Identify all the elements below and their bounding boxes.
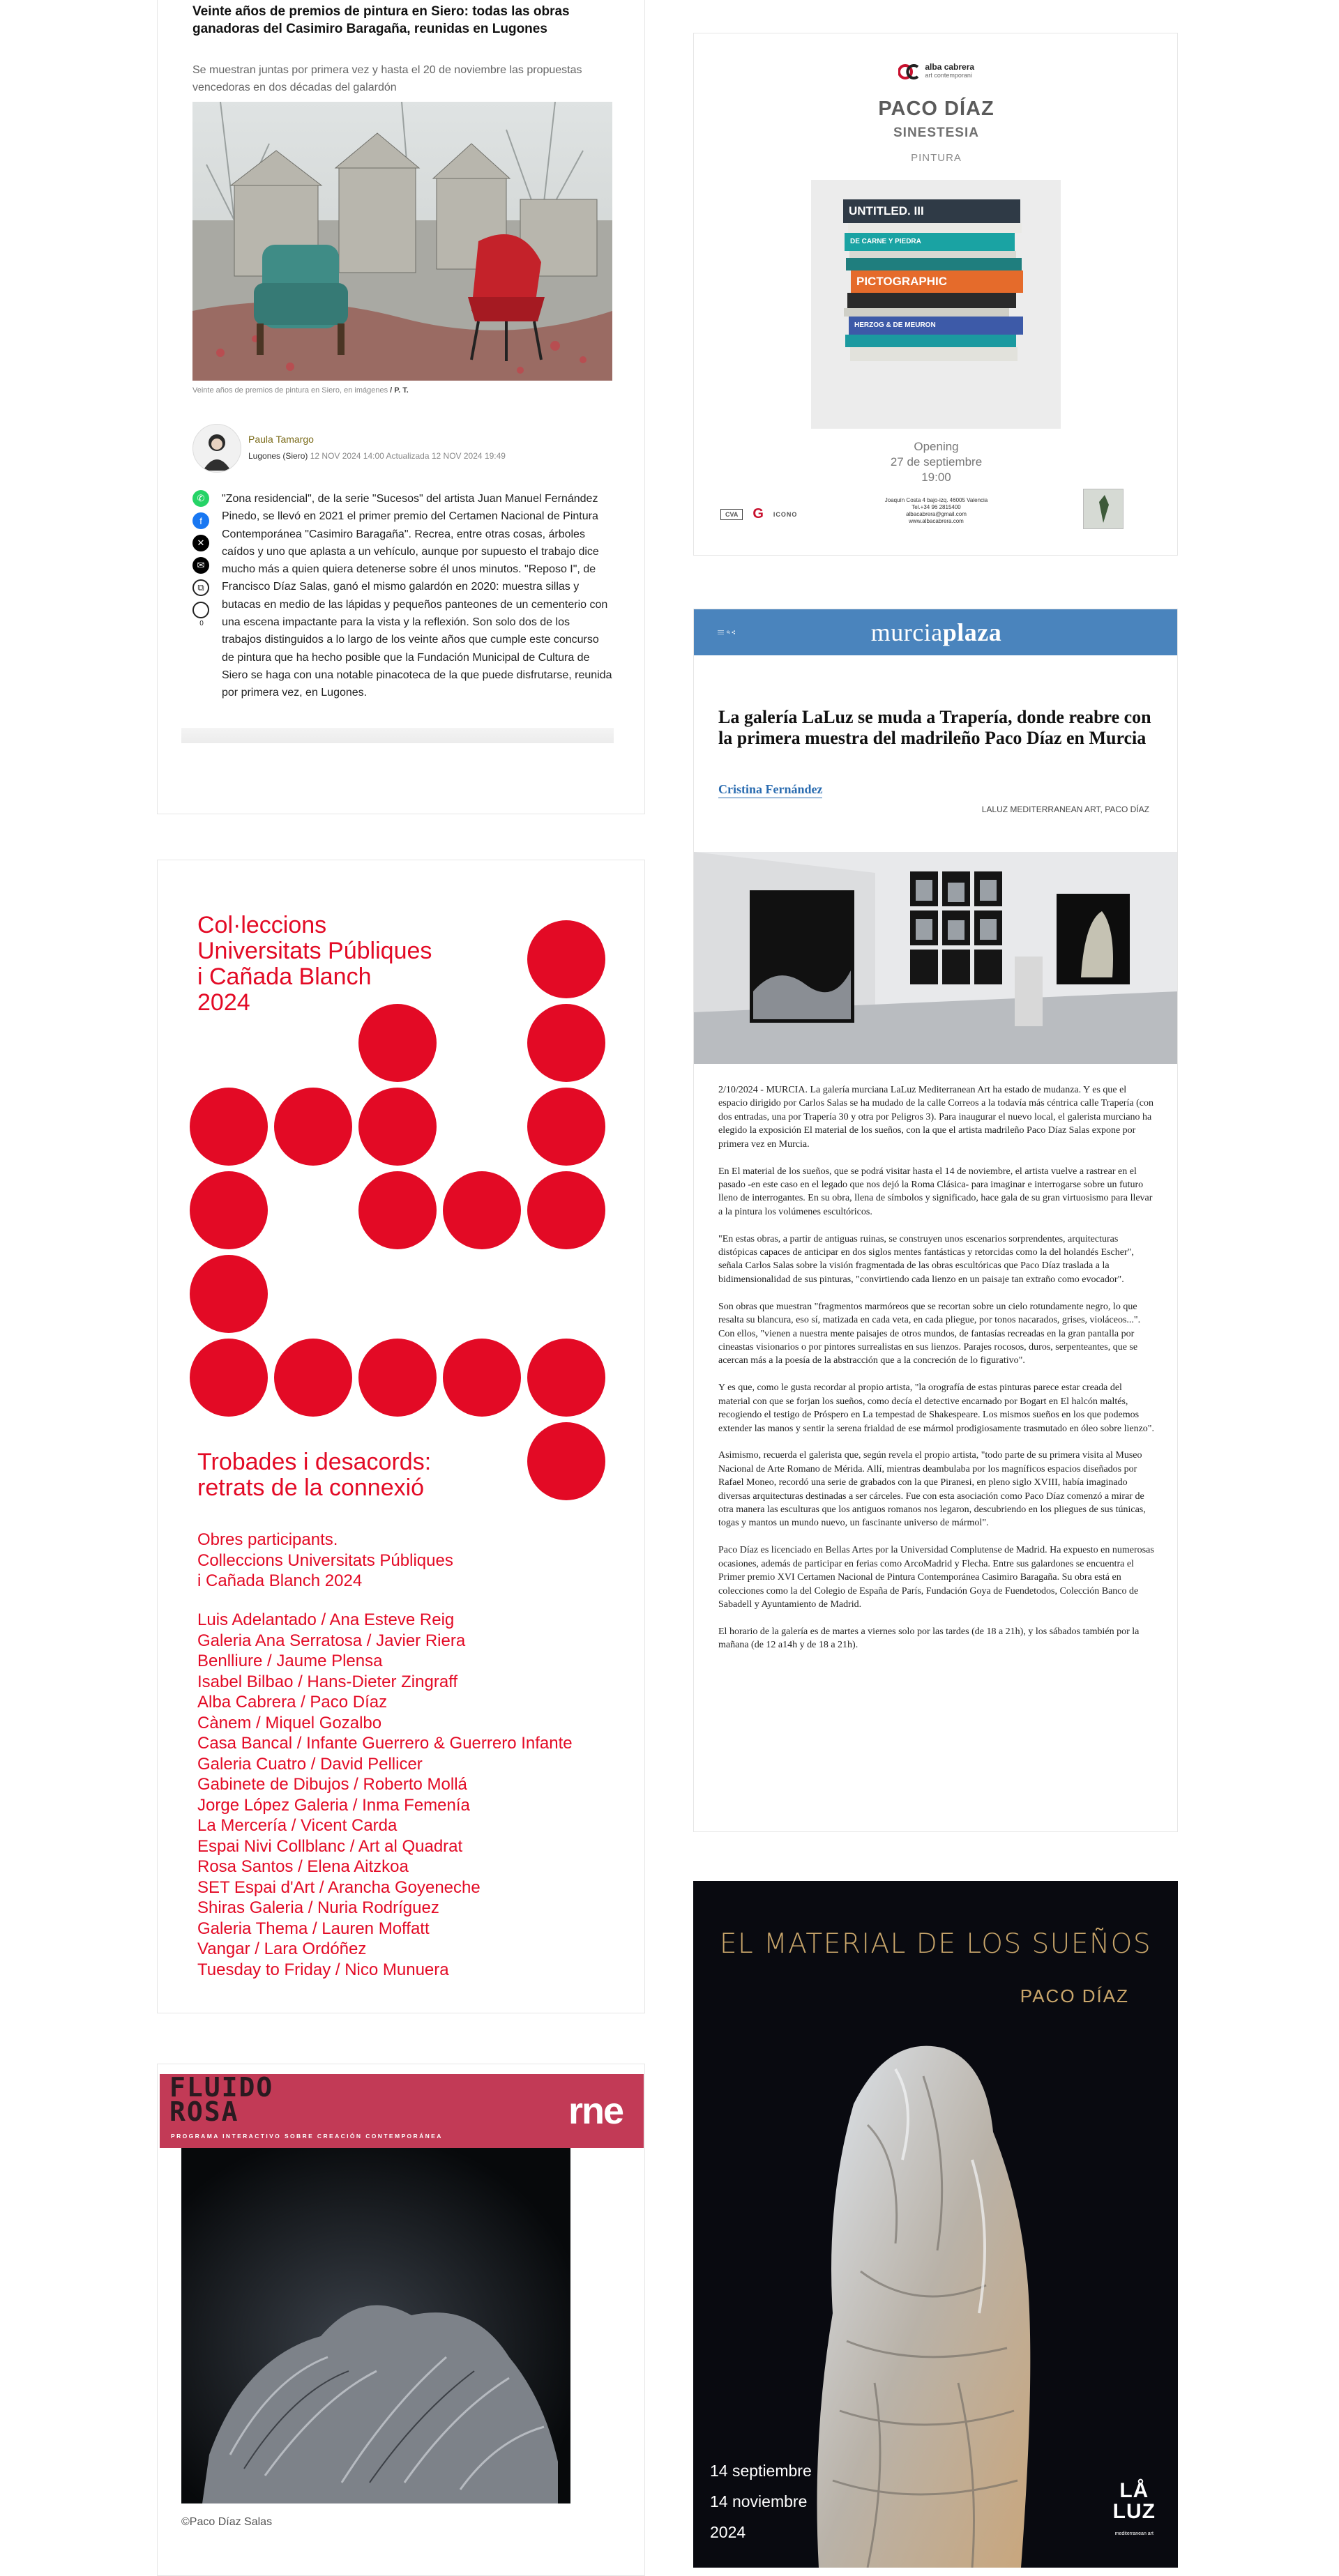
article-headline[interactable]: La galería LaLuz se muda a Trapería, donde reabre con la primera muestra del madrileño Paco Díaz en Murcia: [718, 707, 1151, 748]
murciaplaza-article-card: [693, 609, 1178, 1832]
sponsor-g: G: [752, 506, 764, 521]
participant-item: Jorge López Galeria / Inma Femenía: [197, 1795, 470, 1815]
logo-name: alba cabrera: [925, 62, 975, 72]
x-icon[interactable]: ✕: [192, 535, 209, 551]
copy-link-icon[interactable]: ⧉: [192, 579, 209, 596]
poster-medium: PINTURA: [911, 152, 962, 164]
poster-artist: PACO DÍAZ: [878, 98, 994, 120]
alba-cabrera-logo-icon: [898, 63, 919, 79]
participant-item: Galeria Thema / Lauren Moffatt: [197, 1919, 430, 1938]
material-suenos-poster-card[interactable]: [693, 1881, 1178, 2568]
email-icon[interactable]: ✉: [192, 557, 209, 574]
paragraph: En El material de los sueños, que se podrá visitar hasta el 14 de noviembre, el artista vuelve a rastrear en el pasado -en este caso en el legado que nos dejó la Roma Clásica- para imaginar e interrogarse sobre un futuro lleno de interrogantes. En su obra, llena de símbolos y significado, hace gala de su gran virtuosismo para llevar a la pintura los volúmenes escultóricos.: [718, 1166, 1153, 1217]
book-spine: [850, 347, 1018, 361]
poster-title: EL MATERIAL DE LOS SUEÑOS: [719, 1928, 1152, 1960]
article-tags[interactable]: LALUZ MEDITERRANEAN ART, PACO DÍAZ: [981, 805, 1149, 814]
paragraph: Son obras que muestran "fragmentos marmóreos que se recortan sobre un cielo rotundamente negro, lo que resalta su blancura, eso sí, matizada en cada veta, en cada pliegue, por tonos nacarados, grises, violáceos...". Con ellos, "vienen a nuestra mente paisajes de otros mundos, de fantasías recreadas en la gran pantalla por cineastas visionarios o por pintores surrealistas en sus lienzos. Parajes rocosos, duros, serpenteantes, que se acercan más a la poesía de la abstracción que a la concreción de lo figurativo".: [718, 1301, 1141, 1366]
poster-show-title: SINESTESIA: [893, 125, 979, 140]
share-bar: [192, 490, 211, 627]
paragraph: 2/10/2024 - MURCIA. La galería murciana LaLuz Mediterranean Art ha estado de mudanza. Y es que el espacio dirigido por Carlos Salas se ha mudado de la calle Correos a la todavía más céntrica calle Trapería (con dos entradas, una por Trapería 30 y otra por Peligros 3). Para inaugurar el nuevo local, el galerista murciano ha elegido la exposición El material de los sueños, con la que el artista madrileño Paco Díaz Salas expone por primera vez en Murcia.: [718, 1085, 1153, 1150]
photo-caption: Veinte años de premios de pintura en Siero, en imágenes / P. T.: [192, 386, 409, 395]
book-stack-painting: [811, 180, 1061, 429]
participant-item: Isabel Bilbao / Hans-Dieter Zingraff: [197, 1672, 458, 1691]
book-spine: HERZOG & DE MEURON: [849, 317, 1023, 335]
author-avatar[interactable]: [192, 424, 241, 473]
book-spine: [845, 335, 1016, 347]
murciaplaza-header: [694, 609, 1178, 655]
participant-item: SET Espai d'Art / Arancha Goyeneche: [197, 1877, 481, 1897]
participant-item: Tuesday to Friday / Nico Munuera: [197, 1960, 449, 1979]
murciaplaza-logo[interactable]: murciaplaza: [870, 618, 1002, 646]
participant-item: Galeria Ana Serratosa / Javier Riera: [197, 1631, 466, 1650]
article-body: [718, 1083, 1156, 1666]
participants-list: [197, 1610, 630, 1980]
book-spine: [848, 223, 1022, 233]
sinestesia-poster-card[interactable]: [693, 33, 1178, 556]
artwork-thumbnail: [1083, 489, 1124, 529]
article-body: "Zona residencial", de la serie "Sucesos" del artista Juan Manuel Fernández Pinedo, se llevó en 2021 el primer premio del Certamen Nacional de Pintura Contemporánea "Casimiro Baragaña". Recrea, entre otras cosas, árboles caídos y uno que aplasta a un vehículo, aunque por supuesto el trabajo dice mucho más a quien quiera detenerse sobre él unos minutos. "Reposo I", de Francisco Díaz Salas, ganó el mismo galardón en 2020: muestra sillas y butacas en medio de las lápidas y pequeños panteones de un cementerio con una escena impactante para la vista y la reflexión. Son solo dos de los trabajos distinguidos a lo largo de los veinte años que cumple este concurso de pintura que ha hecho posible que la Fundación Municipal de Cultura de Siero se haga con una notable pinacoteca de la que puede disfrutarse, reunida por primera vez, en Lugones.: [222, 493, 612, 699]
author-name[interactable]: Paula Tamargo: [248, 434, 314, 445]
book-spine: PICTOGRAPHIC: [851, 270, 1023, 293]
opening-time: 19:00: [921, 471, 951, 484]
gallery-interior-photo[interactable]: [694, 852, 1178, 1064]
book-spine: UNTITLED. III: [843, 199, 1020, 223]
participant-item: Espai Nivi Collblanc / Art al Quadrat: [197, 1836, 463, 1856]
gallery-image: [694, 852, 1178, 1064]
marble-sculpture-photo: [181, 2148, 570, 2503]
colleccions-title: Col·leccions Universitats Públiques i Cañada Blanch 2024: [197, 912, 432, 1016]
fluido-rosa-banner: [160, 2074, 644, 2148]
participant-item: Vangar / Lara Ordóñez: [197, 1939, 367, 1958]
paragraph: Y es que, como le gusta recordar al propio artista, "la orografía de estas pinturas parece estar creada del material con que se forjan los sueños, como decía el detective encarnado por Bogart en El halcón maltés, recogiendo el testigo de Próspero en La tempestad de Shakespeare. Los mismos sueños en los que podemos extender las manos y sentir la serena frialdad de ese mármol prodigiosamente trasmutado en óleo sobre lienzo".: [718, 1382, 1155, 1434]
book-spine: DE CARNE Y PIEDRA: [845, 233, 1015, 251]
participant-item: Shiras Galeria / Nuria Rodríguez: [197, 1898, 439, 1917]
colleccions-poster-card[interactable]: [157, 860, 645, 2013]
painting-image: [192, 102, 612, 381]
participant-item: La Mercería / Vicent Carda: [197, 1816, 398, 1835]
facebook-icon[interactable]: f: [192, 512, 209, 529]
gallery-address: Joaquín Costa 4 bajo-izq. 46005 Valencia Tel.+34 96 2815400 albacabrera@gmail.com www.albacabrera.com: [884, 497, 988, 524]
colleccions-subtitle: Trobades i desacords: retrats de la connexió: [197, 1449, 432, 1501]
siero-article-card: [157, 0, 645, 814]
book-spine: [844, 308, 1009, 317]
comment-count: 0: [199, 620, 204, 627]
participant-item: Benlliure / Jaume Plensa: [197, 1652, 383, 1670]
program-tagline: PROGRAMA INTERACTIVO SOBRE CREACIÓN CONTEMPORÁNEA: [171, 2133, 443, 2140]
opening-info: [694, 439, 1178, 485]
whatsapp-icon[interactable]: ✆: [192, 490, 209, 507]
laluz-logo: LÅ LUZ mediterranean art: [1112, 2479, 1156, 2536]
opening-date: 27 de septiembre: [890, 455, 983, 468]
scroll-fade: [181, 728, 614, 743]
article-byline[interactable]: Cristina Fernández: [718, 782, 822, 798]
opening-label: Opening: [914, 440, 959, 453]
paragraph: Paco Díaz es licenciado en Bellas Artes por la Universidad Complutense de Madrid. Ha expuesto en numerosas ocasiones, además de participar en ferias como ArcoMadrid y Flecha. Entre sus galardones se encuentra el Primer premio XVI Certamen Nacional de Pintura Contemporánea Casimiro Baragaña. Su obra está en colecciones como la del Colegio de España de París, Fundación Goya de Fuendetodos, Colección Banco de Sabadell y Ayuntamiento de Madrid.: [718, 1545, 1154, 1610]
book-spine: [849, 251, 1016, 258]
paragraph: Asimismo, recuerda el galerista que, según revela el propio artista, "todo parte de su primera visita al Museo Nacional de Arte Romano de Mérida. Allí, mientras deambulaba por los magníficos espacios diseñados por Rafael Moneo, recordó una serie de grabados con la que Piranesi, en pleno siglo XVIII, había imaginado diversas arquitecturas destinadas a ser cárceles. Fue con esta asociación como Paco Díaz comenzó a mirar de otra manera las esculturas que los antiguos romanos nos legaron, descubriendo en los pliegues de sus túnicas, togas y mantos un mundo nuevo, un fascinante universo de mármol".: [718, 1450, 1146, 1529]
poster-artist: PACO DÍAZ: [1020, 1986, 1129, 2006]
sponsor-cva: CVA: [720, 509, 743, 520]
cemetery-chairs-photo[interactable]: [192, 102, 612, 381]
participant-item: Alba Cabrera / Paco Díaz: [197, 1693, 388, 1712]
photo-credit: ©Paco Díaz Salas: [181, 2516, 273, 2528]
article-subtitle: Se muestran juntas por primera vez y hasta el 20 de noviembre las propuestas vencedoras en dos décadas del galardón: [192, 64, 582, 93]
participant-item: Galeria Cuatro / David Pellicer: [197, 1754, 423, 1774]
book-spine: [846, 258, 1022, 270]
logo-sub: art contemporani: [925, 72, 972, 79]
rne-logo: rne: [568, 2090, 623, 2132]
article-title[interactable]: Veinte años de premios de pintura en Siero: todas las obras ganadoras del Casimiro Baragaña, reunidas en Lugones: [192, 4, 570, 36]
sculpture-image: [181, 2148, 570, 2503]
exhibition-dates: 14 septiembre 14 noviembre 2024: [710, 2462, 812, 2541]
sponsor-logos: [720, 506, 797, 522]
works-heading: Obres participants. Colleccions Universitats Públiques i Cañada Blanch 2024: [197, 1530, 453, 1590]
fluido-rosa-logo: FLUIDO ROSA: [169, 2072, 274, 2127]
sponsor-icono: ICONO: [773, 510, 798, 518]
article-meta: Lugones (Siero) 12 NOV 2024 14:00 Actualizada 12 NOV 2024 19:49: [248, 451, 506, 461]
participant-item: Gabinete de Dibujos / Roberto Mollá: [197, 1775, 467, 1794]
alba-cabrera-logo: [694, 63, 1178, 79]
comment-icon[interactable]: [192, 602, 209, 618]
participant-item: Casa Bancal / Infante Guerrero & Guerrero Infante: [197, 1734, 573, 1753]
participant-item: Luis Adelantado / Ana Esteve Reig: [197, 1610, 455, 1629]
fluido-rosa-card[interactable]: [157, 2064, 645, 2576]
book-spine: [847, 293, 1016, 308]
paragraph: El horario de la galería es de martes a viernes solo por las tardes (de 18 a 21h), y los sábados también por la mañana (de 12 a14h y de 18 a 21h).: [718, 1626, 1140, 1651]
participant-item: Rosa Santos / Elena Aitzkoa: [197, 1857, 409, 1876]
paragraph: "En estas obras, a partir de antiguas ruinas, se construyen unos escenarios sorprendentes, arquitecturas distópicas capaces de anticipar en dos siglos mentes fantásticas y retorcidas como la del holandés Escher", señala Carlos Salas sobre la visión fragmentada de las obras escultóricas que Paco Díaz traslada a la bidimensionalidad de sus pinturas, "convirtiendo cada lienzo en un paisaje tan extraño como evocador".: [718, 1233, 1134, 1285]
participant-item: Cànem / Miquel Gozalbo: [197, 1713, 382, 1732]
